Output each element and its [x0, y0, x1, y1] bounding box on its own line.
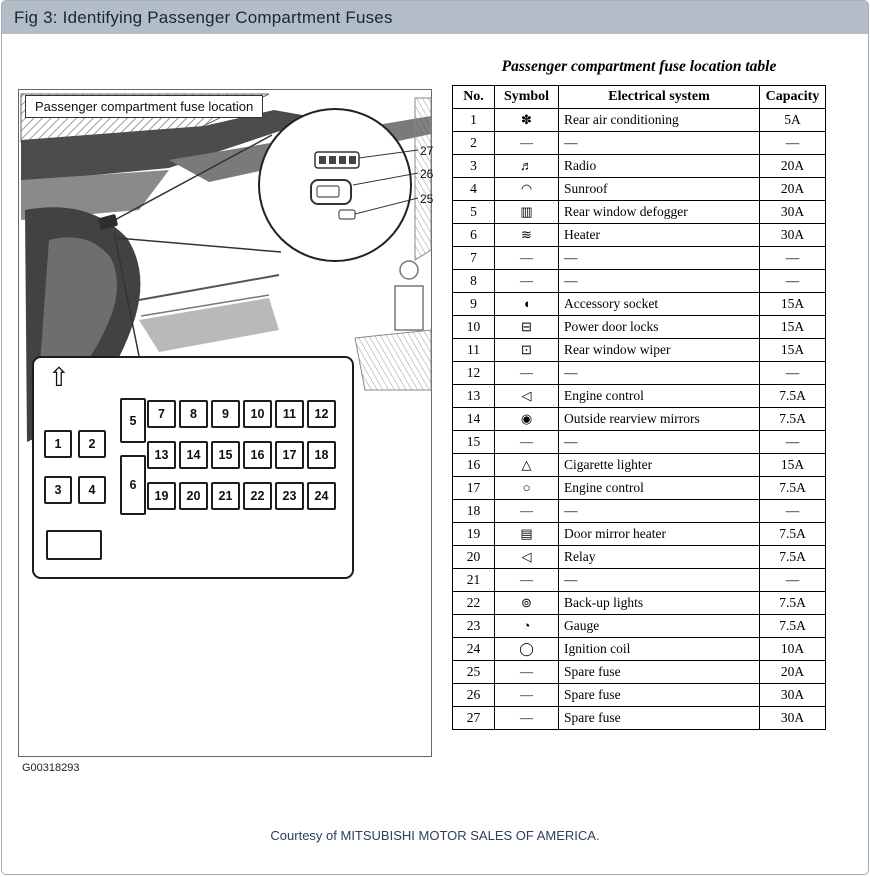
- fuse-block-grid: [147, 400, 336, 510]
- ac-fan-icon: ✽: [495, 109, 559, 132]
- fuse-number: 10: [453, 316, 495, 339]
- fuse-slot-2: 2: [78, 430, 106, 458]
- callout-25: 25: [420, 192, 434, 206]
- fuse-slot-14: 14: [179, 441, 208, 469]
- fuse-panel: [32, 356, 354, 579]
- fuse-slot-20: 20: [179, 482, 208, 510]
- electrical-system: Engine control: [559, 385, 760, 408]
- fuse-number: 9: [453, 293, 495, 316]
- fuse-slot-15: 15: [211, 441, 240, 469]
- electrical-system: Accessory socket: [559, 293, 760, 316]
- fuse-number: 2: [453, 132, 495, 155]
- fuse-capacity: 7.5A: [760, 385, 826, 408]
- fuse-row: [453, 247, 826, 270]
- fuse-row: [453, 293, 826, 316]
- gauge-icon: ◔: [495, 615, 559, 638]
- fuse-row: [453, 178, 826, 201]
- electrical-system: Ignition coil: [559, 638, 760, 661]
- fuse-row: [453, 661, 826, 684]
- fuse-capacity: 30A: [760, 201, 826, 224]
- fuse-number: 22: [453, 592, 495, 615]
- magnifier-circle: [259, 109, 411, 261]
- fuse-number: 13: [453, 385, 495, 408]
- fuse-number: 12: [453, 362, 495, 385]
- fuse-number: 25: [453, 661, 495, 684]
- fuse-slot-18: 18: [307, 441, 336, 469]
- fuse-capacity: 20A: [760, 661, 826, 684]
- no-symbol: —: [495, 132, 559, 155]
- fuse-row: [453, 270, 826, 293]
- no-symbol: —: [495, 431, 559, 454]
- fuse-table-body: [453, 109, 826, 730]
- electrical-system: —: [559, 132, 760, 155]
- callout-26: 26: [420, 167, 434, 181]
- engine-control-icon: ○: [495, 477, 559, 500]
- figure-header: [2, 1, 868, 34]
- electrical-system: —: [559, 362, 760, 385]
- fuse-slot-16: 16: [243, 441, 272, 469]
- fuse-slot-17: 17: [275, 441, 304, 469]
- fuse-slot-9: 9: [211, 400, 240, 428]
- fuse-number: 11: [453, 339, 495, 362]
- figure-page: [1, 0, 869, 875]
- backup-lights-icon: ⊚: [495, 592, 559, 615]
- ignition-coil-icon: ◯: [495, 638, 559, 661]
- fuse-row: [453, 523, 826, 546]
- electrical-system: —: [559, 270, 760, 293]
- fuse-capacity: 15A: [760, 454, 826, 477]
- no-symbol: —: [495, 684, 559, 707]
- electrical-system: Spare fuse: [559, 661, 760, 684]
- fuse-number: 8: [453, 270, 495, 293]
- no-symbol: —: [495, 661, 559, 684]
- fuse-capacity: 15A: [760, 316, 826, 339]
- fuse-slot-11: 11: [275, 400, 304, 428]
- electrical-system: Back-up lights: [559, 592, 760, 615]
- electrical-system: Heater: [559, 224, 760, 247]
- fuse-capacity: 7.5A: [760, 477, 826, 500]
- courtesy-text: Courtesy of MITSUBISHI MOTOR SALES OF AMERICA.: [270, 828, 600, 843]
- fuse-slot-23: 23: [275, 482, 304, 510]
- fuse-block-left: [44, 430, 106, 504]
- fuse-capacity: 7.5A: [760, 592, 826, 615]
- fuse-table: [452, 85, 826, 730]
- electrical-system: Outside rearview mirrors: [559, 408, 760, 431]
- fuse-number: 18: [453, 500, 495, 523]
- electrical-system: Rear window defogger: [559, 201, 760, 224]
- fuse-slot-10: 10: [243, 400, 272, 428]
- fuse-capacity: 10A: [760, 638, 826, 661]
- fuse-row: [453, 546, 826, 569]
- col-header-symbol: Symbol: [495, 86, 559, 109]
- fuse-capacity: 5A: [760, 109, 826, 132]
- fuse-slot-19: 19: [147, 482, 176, 510]
- fuse-slot-4: 4: [78, 476, 106, 504]
- electrical-system: Power door locks: [559, 316, 760, 339]
- rear-defogger-icon: ▥: [495, 201, 559, 224]
- fuse-row: [453, 431, 826, 454]
- fuse-slot-7: 7: [147, 400, 176, 428]
- no-symbol: —: [495, 500, 559, 523]
- fuse-row: [453, 201, 826, 224]
- electrical-system: Rear air conditioning: [559, 109, 760, 132]
- electrical-system: Gauge: [559, 615, 760, 638]
- empty-relay-slot: [46, 530, 102, 560]
- fuse-capacity: 15A: [760, 339, 826, 362]
- fuse-slot-22: 22: [243, 482, 272, 510]
- up-arrow-icon: ⇧: [48, 362, 70, 392]
- fuse-number: 17: [453, 477, 495, 500]
- fuse-row: [453, 684, 826, 707]
- relay-icon: ◁: [495, 546, 559, 569]
- fuse-capacity: 30A: [760, 684, 826, 707]
- electrical-system: Cigarette lighter: [559, 454, 760, 477]
- fuse-row: [453, 408, 826, 431]
- fuse-capacity: 20A: [760, 155, 826, 178]
- fuse-slot-5: 5: [120, 398, 146, 443]
- engine-control-icon: ◁: [495, 385, 559, 408]
- fuse-number: 27: [453, 707, 495, 730]
- fuse-number: 5: [453, 201, 495, 224]
- electrical-system: —: [559, 247, 760, 270]
- fuse-capacity: —: [760, 569, 826, 592]
- courtesy-footer: [2, 827, 868, 845]
- fuse-row: [453, 500, 826, 523]
- fuse-capacity: 7.5A: [760, 523, 826, 546]
- fuse-capacity: —: [760, 500, 826, 523]
- fuse-row: [453, 707, 826, 730]
- fuse-number: 14: [453, 408, 495, 431]
- no-symbol: —: [495, 569, 559, 592]
- fuse-row: [453, 615, 826, 638]
- col-header-system: Electrical system: [559, 86, 760, 109]
- fuse-slot-24: 24: [307, 482, 336, 510]
- fuse-slot-12: 12: [307, 400, 336, 428]
- no-symbol: —: [495, 247, 559, 270]
- col-header-capacity: Capacity: [760, 86, 826, 109]
- fuse-capacity: 7.5A: [760, 615, 826, 638]
- fuse-slot-1: 1: [44, 430, 72, 458]
- fuse-capacity: 20A: [760, 178, 826, 201]
- fuse-capacity: —: [760, 431, 826, 454]
- fuse-number: 21: [453, 569, 495, 592]
- fuse-slot-6: 6: [120, 455, 146, 515]
- fuse-capacity: 30A: [760, 707, 826, 730]
- fuse-number: 3: [453, 155, 495, 178]
- electrical-system: Spare fuse: [559, 707, 760, 730]
- fuse-capacity: —: [760, 270, 826, 293]
- fuse-row: [453, 385, 826, 408]
- col-header-no: No.: [453, 86, 495, 109]
- rearview-mirror-icon: ◉: [495, 408, 559, 431]
- electrical-system: Door mirror heater: [559, 523, 760, 546]
- fuse-row: [453, 477, 826, 500]
- fuse-row: [453, 132, 826, 155]
- fuse-slot-13: 13: [147, 441, 176, 469]
- fuse-row: [453, 362, 826, 385]
- callout-27: 27: [420, 144, 434, 158]
- fuse-number: 20: [453, 546, 495, 569]
- fuse-row: [453, 592, 826, 615]
- figure-title: Fig 3: Identifying Passenger Compartment Fuses: [14, 7, 393, 27]
- fuse-capacity: 30A: [760, 224, 826, 247]
- fuse-number: 26: [453, 684, 495, 707]
- no-symbol: —: [495, 362, 559, 385]
- electrical-system: Radio: [559, 155, 760, 178]
- electrical-system: Spare fuse: [559, 684, 760, 707]
- fuse-row: [453, 316, 826, 339]
- electrical-system: Rear window wiper: [559, 339, 760, 362]
- fuse-number: 24: [453, 638, 495, 661]
- fuse-row: [453, 109, 826, 132]
- cigarette-lighter-icon: △: [495, 454, 559, 477]
- electrical-system: Sunroof: [559, 178, 760, 201]
- fuse-number: 15: [453, 431, 495, 454]
- electrical-system: —: [559, 431, 760, 454]
- table-title: Passenger compartment fuse location table: [501, 58, 777, 75]
- figure-id: G00318293: [22, 762, 80, 774]
- fuse-row: [453, 638, 826, 661]
- fuse-capacity: 7.5A: [760, 408, 826, 431]
- fuse-row: [453, 155, 826, 178]
- fuse-capacity: —: [760, 132, 826, 155]
- radio-icon: ♬: [495, 155, 559, 178]
- no-symbol: —: [495, 270, 559, 293]
- no-symbol: —: [495, 707, 559, 730]
- heater-icon: ≋: [495, 224, 559, 247]
- fuse-row: [453, 339, 826, 362]
- diagram-label: Passenger compartment fuse location: [25, 95, 263, 118]
- fuse-capacity: 7.5A: [760, 546, 826, 569]
- fuse-location-diagram: [18, 89, 432, 757]
- door-lock-icon: ⊟: [495, 316, 559, 339]
- fuse-capacity: 15A: [760, 293, 826, 316]
- fuse-row: [453, 454, 826, 477]
- rear-wiper-icon: ⊡: [495, 339, 559, 362]
- accessory-socket-icon: ◖: [495, 293, 559, 316]
- fuse-number: 1: [453, 109, 495, 132]
- table-header-row: [453, 86, 826, 109]
- fuse-number: 4: [453, 178, 495, 201]
- electrical-system: Engine control: [559, 477, 760, 500]
- fuse-table-section: [452, 58, 826, 730]
- fuse-slot-21: 21: [211, 482, 240, 510]
- fuse-number: 6: [453, 224, 495, 247]
- fuse-capacity: —: [760, 362, 826, 385]
- fuse-row: [453, 224, 826, 247]
- fuse-number: 23: [453, 615, 495, 638]
- fuse-number: 16: [453, 454, 495, 477]
- fuse-number: 7: [453, 247, 495, 270]
- fuse-row: [453, 569, 826, 592]
- fuse-slot-8: 8: [179, 400, 208, 428]
- electrical-system: Relay: [559, 546, 760, 569]
- electrical-system: —: [559, 569, 760, 592]
- fuse-number: 19: [453, 523, 495, 546]
- electrical-system: —: [559, 500, 760, 523]
- sunroof-icon: ◠: [495, 178, 559, 201]
- door-mirror-heater-icon: ▤: [495, 523, 559, 546]
- fuse-capacity: —: [760, 247, 826, 270]
- fuse-slot-3: 3: [44, 476, 72, 504]
